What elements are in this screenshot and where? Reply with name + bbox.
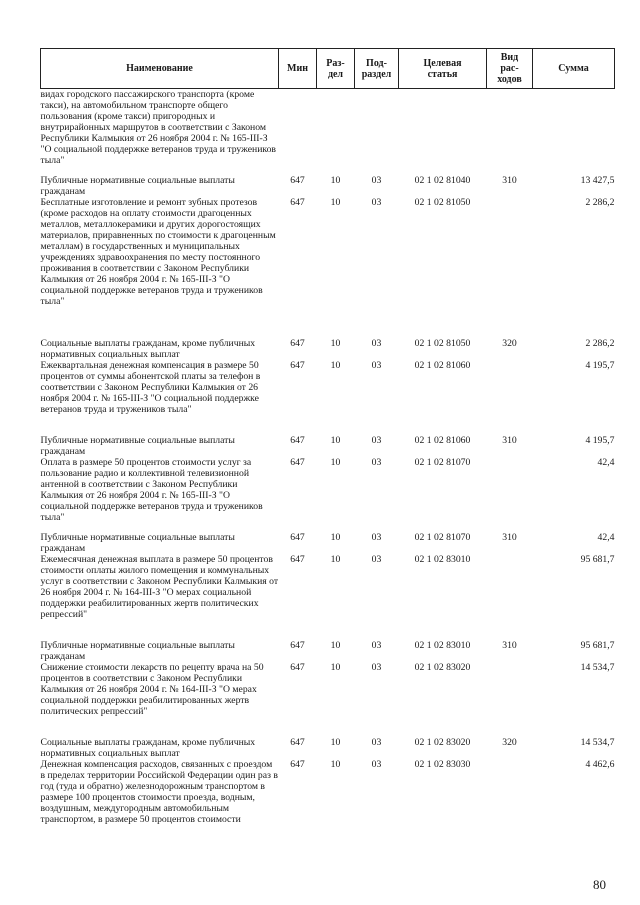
row-section: 10 xyxy=(330,434,341,446)
row-name: Публичные нормативные социальные выплаты гражданам xyxy=(40,174,235,197)
row-expense-type xyxy=(487,554,533,640)
row-section: 10 xyxy=(330,174,341,186)
row-subsection: 03 xyxy=(371,359,382,371)
row-ministry xyxy=(279,89,317,175)
header-name: Наименование xyxy=(41,49,279,89)
row-ministry: 647 xyxy=(290,337,305,349)
table-row xyxy=(41,360,615,435)
row-subsection: 03 xyxy=(371,639,382,651)
header-amount: Сумма xyxy=(533,49,615,89)
row-ministry: 647 xyxy=(290,553,305,565)
row-expense-type: 320 xyxy=(502,736,517,748)
row-amount: 4 195,7 xyxy=(585,434,615,446)
row-section: 10 xyxy=(330,531,341,543)
table-row xyxy=(41,532,615,554)
row-ministry: 647 xyxy=(290,174,305,186)
row-ministry: 647 xyxy=(290,758,305,770)
row-subsection: 03 xyxy=(371,434,382,446)
header-expense-type: Вид рас- ходов xyxy=(487,49,533,89)
row-target-article: 02 1 02 83010 xyxy=(414,553,471,565)
page-number: 80 xyxy=(593,877,606,892)
row-expense-type xyxy=(487,457,533,532)
row-section xyxy=(317,89,355,175)
row-amount: 4 195,7 xyxy=(585,359,615,371)
row-subsection: 03 xyxy=(371,553,382,565)
row-target-article: 02 1 02 83020 xyxy=(414,736,471,748)
row-target-article: 02 1 02 81060 xyxy=(414,359,471,371)
row-amount: 14 534,7 xyxy=(580,736,615,748)
row-ministry: 647 xyxy=(290,434,305,446)
header-section: Раз- дел xyxy=(317,49,355,89)
row-expense-type xyxy=(487,759,533,847)
row-name: Публичные нормативные социальные выплаты гражданам xyxy=(40,434,235,457)
row-target-article: 02 1 02 83030 xyxy=(414,758,471,770)
row-target-article: 02 1 02 81070 xyxy=(414,456,471,468)
header-ministry: Мин xyxy=(279,49,317,89)
row-expense-type xyxy=(487,360,533,435)
row-name: Ежемесячная денежная выплата в размере 50 процентов стоимости оплаты жилого помещения и коммунальных услуг в соответствии с Законом Республики Калмыкия от 26 ноября 2004 г. № 164-III-З "О мерах социальной поддержки реабилитированных жертв политических репрессий" xyxy=(40,553,279,620)
row-amount: 2 286,2 xyxy=(585,196,615,208)
row-target-article: 02 1 02 83020 xyxy=(414,661,471,673)
header-target-article: Целевая статья xyxy=(399,49,487,89)
row-section: 10 xyxy=(330,639,341,651)
row-expense-type xyxy=(487,89,533,175)
budget-table xyxy=(40,48,615,847)
row-ministry: 647 xyxy=(290,736,305,748)
row-name: Ежеквартальная денежная компенсация в размере 50 процентов от суммы абонентской платы за телефон в соответствии с Законом Республики Калмыкия от 26 ноября 2004 г. № 165-III-З "О социальной поддержке ветеранов труда и тружеников тыла" xyxy=(40,359,261,415)
table-row xyxy=(41,175,615,197)
row-expense-type xyxy=(487,662,533,737)
row-expense-type: 320 xyxy=(502,337,517,349)
row-section: 10 xyxy=(330,661,341,673)
row-amount: 95 681,7 xyxy=(580,639,615,651)
row-section: 10 xyxy=(330,196,341,208)
table-row xyxy=(41,759,615,847)
table-row xyxy=(41,554,615,640)
row-ministry: 647 xyxy=(290,639,305,651)
row-ministry: 647 xyxy=(290,359,305,371)
row-subsection: 03 xyxy=(371,174,382,186)
row-subsection: 03 xyxy=(371,531,382,543)
table-row xyxy=(41,435,615,457)
row-target-article: 02 1 02 81050 xyxy=(414,337,471,349)
row-subsection: 03 xyxy=(371,337,382,349)
row-name: Публичные нормативные социальные выплаты гражданам xyxy=(40,531,235,554)
row-amount: 13 427,5 xyxy=(580,174,615,186)
row-section: 10 xyxy=(330,758,341,770)
row-amount: 14 534,7 xyxy=(580,661,615,673)
row-amount: 42,4 xyxy=(597,456,615,468)
row-amount xyxy=(533,89,615,175)
row-target-article: 02 1 02 81050 xyxy=(414,196,471,208)
row-name: Оплата в размере 50 процентов стоимости услуг за пользование радио и коллективной телевизионной антенной в соответствии с Законом Республики Калмыкия от 26 ноября 2004 г. № 165-III-З "О социальной поддержке ветеранов труда и тружеников тыла" xyxy=(40,456,263,523)
row-ministry: 647 xyxy=(290,661,305,673)
table-row xyxy=(41,338,615,360)
table-row xyxy=(41,662,615,737)
table-row xyxy=(41,737,615,759)
row-section: 10 xyxy=(330,553,341,565)
row-amount: 2 286,2 xyxy=(585,337,615,349)
row-subsection: 03 xyxy=(371,736,382,748)
row-target-article: 02 1 02 81040 xyxy=(414,174,471,186)
row-section: 10 xyxy=(330,337,341,349)
row-expense-type: 310 xyxy=(502,639,517,651)
row-ministry: 647 xyxy=(290,456,305,468)
row-target-article: 02 1 02 81060 xyxy=(414,434,471,446)
row-amount: 95 681,7 xyxy=(580,553,615,565)
row-section: 10 xyxy=(330,736,341,748)
row-subsection: 03 xyxy=(371,758,382,770)
row-expense-type xyxy=(487,197,533,338)
row-subsection: 03 xyxy=(371,661,382,673)
row-ministry: 647 xyxy=(290,196,305,208)
row-target-article: 02 1 02 83010 xyxy=(414,639,471,651)
row-expense-type: 310 xyxy=(502,434,517,446)
row-subsection: 03 xyxy=(371,456,382,468)
row-ministry: 647 xyxy=(290,531,305,543)
row-subsection xyxy=(355,89,399,175)
table-row xyxy=(41,640,615,662)
row-subsection: 03 xyxy=(371,196,382,208)
row-target-article: 02 1 02 81070 xyxy=(414,531,471,543)
row-expense-type: 310 xyxy=(502,174,517,186)
row-section: 10 xyxy=(330,359,341,371)
row-name: Социальные выплаты гражданам, кроме публичных нормативных социальных выплат xyxy=(40,337,256,360)
row-section: 10 xyxy=(330,456,341,468)
header-subsection: Под- раздел xyxy=(355,49,399,89)
row-amount: 42,4 xyxy=(597,531,615,543)
table-row xyxy=(41,457,615,532)
row-target-article xyxy=(399,89,487,175)
row-name: Денежная компенсация расходов, связанных с проездом в пределах территории Российской Федерации один раз в год (туда и обратно) железнодорожным транспортом в размере 100 процентов стоимости проезда, водным, воздушным, междугородным автомобильным транспортом, в размере 50 процентов стоимости xyxy=(40,758,278,825)
row-expense-type: 310 xyxy=(502,531,517,543)
row-name: Бесплатные изготовление и ремонт зубных протезов (кроме расходов на оплату стоимости драгоценных металлов, металлокерамики и других дорогостоящих материалов, приравненных по стоимости к драгоценным металлам) в государственных и муниципальных учреждениях здравоохранения по месту постоянного проживания в соответствии с Законом Республики Калмыкия от 26 ноября 2004 г. № 165-III-З "О социальной поддержке ветеранов труда и тружеников тыла" xyxy=(40,196,276,307)
table-row xyxy=(41,197,615,338)
row-name: видах городского пассажирского транспорта (кроме такси), на автомобильном транспорте общего пользования (кроме такси) пригородных и внутрирайонных маршрутов в соответствии с Законом Республики Калмыкия от 26 ноября 2004 г. № 165-III-З "О социальной поддержке ветеранов труда и тружеников тыла" xyxy=(40,89,277,166)
table-header-row xyxy=(41,49,615,89)
row-name: Публичные нормативные социальные выплаты гражданам xyxy=(40,639,235,662)
row-amount: 4 462,6 xyxy=(585,758,615,770)
table-row xyxy=(41,89,615,175)
row-name: Социальные выплаты гражданам, кроме публичных нормативных социальных выплат xyxy=(40,736,256,759)
row-name: Снижение стоимости лекарств по рецепту врача на 50 процентов в соответствии с Законом Республики Калмыкия от 26 ноября 2004 г. № 164-III-З "О мерах социальной поддержки реабилитированных жертв политических репрессий" xyxy=(40,661,264,717)
